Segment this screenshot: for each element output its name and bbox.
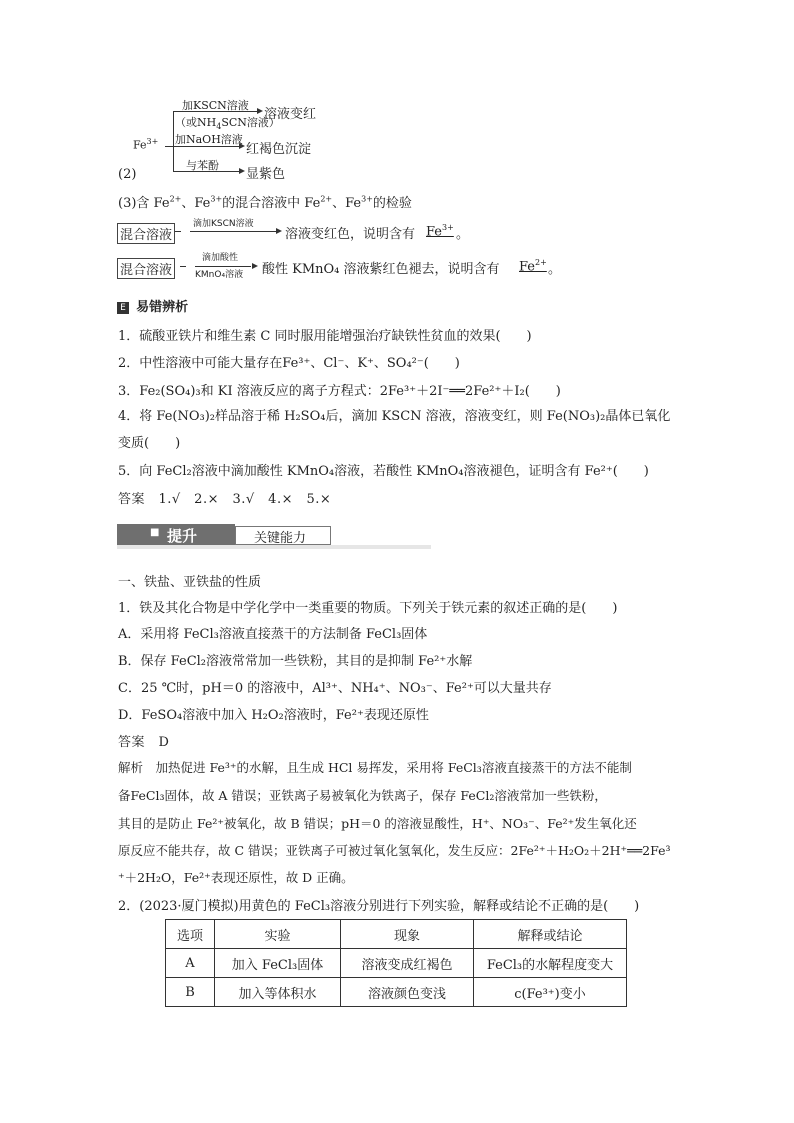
table-cell: A [166, 949, 215, 978]
test1-box: 混合溶液 [117, 223, 175, 244]
test1-ion: $Fe^{3+}$ [426, 223, 454, 240]
table-header: 现象 [341, 920, 474, 949]
table-header: 实验 [215, 920, 341, 949]
banner-subtitle-block [235, 526, 331, 545]
explanation-line4: 原反应不能共存，故 C 错误；亚铁离子可被过氧化氢氧化，发生反应：2Fe²⁺＋H₂O₂＋2H⁺══2Fe³ [118, 843, 671, 858]
table-cell: B [166, 978, 215, 1007]
test2-ion: $Fe^{2+}$ [519, 258, 547, 275]
table-header: 选项 [166, 920, 215, 949]
test2-box: 混合溶液 [117, 258, 175, 279]
test2-reagent-top: 滴加酸性 [202, 253, 239, 263]
error-q4-line1: 4．将 Fe(NO₃)₂样品溶于稀 H₂SO₄后，滴加 KSCN 溶液，溶液变红，则 Fe(NO₃)₂晶体已氧化 [118, 409, 671, 424]
diagram-ion: $Fe^{3+}$ [133, 137, 159, 152]
table-row [166, 978, 627, 1007]
explanation-line3: 其目的是防止 Fe²⁺被氧化，故 B 错误；pH＝0 的溶液显酸性，H⁺、NO₃⁻、Fe²⁺发生氧化还 [118, 816, 637, 831]
banner-title-block [117, 524, 235, 545]
experiment-table [165, 919, 627, 1007]
table-header-row [166, 920, 627, 949]
branch1-alt: （或$NH_4SCN$溶液） [175, 116, 280, 132]
part1-heading: 一、铁盐、亚铁盐的性质 [118, 575, 262, 590]
table-row [166, 949, 627, 978]
error-q5: 5．向 FeCl₂溶液中滴加酸性 KMnO₄溶液，若酸性 KMnO₄溶液褪色，证明含有 Fe²⁺( ) [118, 464, 649, 479]
option-b: B．保存 FeCl₂溶液常常加一些铁粉，其目的是抑制 Fe²⁺水解 [118, 654, 473, 669]
branch3-reagent: 与苯酚 [186, 159, 219, 172]
banner-bullet-icon: ■ [150, 527, 160, 538]
table-cell: 加入等体积水 [215, 978, 341, 1007]
test1-reagent: 滴加KSCN溶液 [193, 219, 254, 229]
test1-text: 溶液变红色，说明含有 [285, 227, 416, 242]
explanation-line1: 解析 加热促进 Fe³⁺的水解，且生成 HCl 易挥发，采用将 FeCl₃溶液直接蒸干的方法不能制 [118, 760, 632, 775]
part1-q1: 1．铁及其化合物是中学化学中一类重要的物质。下列关于铁元素的叙述正确的是( ) [118, 601, 618, 616]
option-a: A．采用将 FeCl₃溶液直接蒸干的方法制备 FeCl₃固体 [118, 627, 428, 642]
test2-reagent-bottom: KMnO₄溶液 [195, 270, 244, 280]
table-cell: 溶液颜色变浅 [341, 978, 474, 1007]
explanation-line5: ⁺＋2H₂O，Fe²⁺表现还原性，故 D 正确。 [118, 870, 354, 885]
option-c: C．25 ℃时，pH＝0 的溶液中，Al³⁺、NH₄⁺、NO₃⁻、Fe²⁺可以大量共存 [118, 681, 552, 696]
test1-end: 。 [456, 227, 470, 242]
banner-title: 提升 [167, 527, 198, 545]
part1-answer: 答案 D [118, 735, 170, 750]
item-label-2: (2) [118, 167, 137, 182]
test2-end: 。 [548, 262, 562, 277]
table-cell: 溶液变成红褐色 [341, 949, 474, 978]
branch1-result: 溶液变红 [264, 107, 317, 122]
branch2-reagent: 加NaOH溶液 [175, 133, 243, 146]
errors-title: 易错辨析 [136, 300, 189, 315]
explanation-line2: 备FeCl₃固体，故 A 错误；亚铁离子易被氧化为铁离子，保存 FeCl₂溶液常加一些铁粉， [118, 788, 607, 803]
part1-q2: 2．(2023·厦门模拟)用黄色的 FeCl₃溶液分别进行下列实验，解释或结论不正确的是( ) [118, 899, 640, 914]
errors-heading [117, 296, 188, 315]
section3-heading: (3)含 $Fe^{2+}$、$Fe^{3+}$的混合溶液中 $Fe^{2+}$、$Fe^{3+}$的检验 [118, 194, 412, 211]
branch2-result: 红褐色沉淀 [246, 142, 312, 157]
error-q1: 1．硫酸亚铁片和维生素 C 同时服用能增强治疗缺铁性贫血的效果( ) [118, 329, 532, 344]
table-cell: FeCl₃的水解程度变大 [474, 949, 627, 978]
error-q4-line2: 变质( ) [118, 436, 181, 451]
errors-icon: E [117, 302, 129, 314]
errors-answer: 答案 1.√ 2.× 3.√ 4.× 5.× [118, 492, 332, 507]
error-q2: 2．中性溶液中可能大量存在Fe³⁺、Cl⁻、K⁺、SO₄²⁻( ) [118, 356, 460, 371]
table-header: 解释或结论 [474, 920, 627, 949]
test2-text: 酸性 KMnO₄ 溶液紫红色褪去，说明含有 [262, 262, 500, 277]
branch1-reagent: 加KSCN溶液 [182, 99, 249, 112]
option-d: D．FeSO₄溶液中加入 H₂O₂溶液时，Fe²⁺表现还原性 [118, 708, 429, 723]
branch3-result: 显紫色 [246, 167, 286, 182]
table-cell: 加入 FeCl₃固体 [215, 949, 341, 978]
banner-subtitle: 关键能力 [254, 531, 307, 546]
error-q3: 3．Fe₂(SO₄)₃和 KI 溶液反应的离子方程式：2Fe³⁺＋2I⁻══2Fe²⁺＋I₂( ) [118, 384, 561, 399]
table-cell: c(Fe³⁺)变小 [474, 978, 627, 1007]
